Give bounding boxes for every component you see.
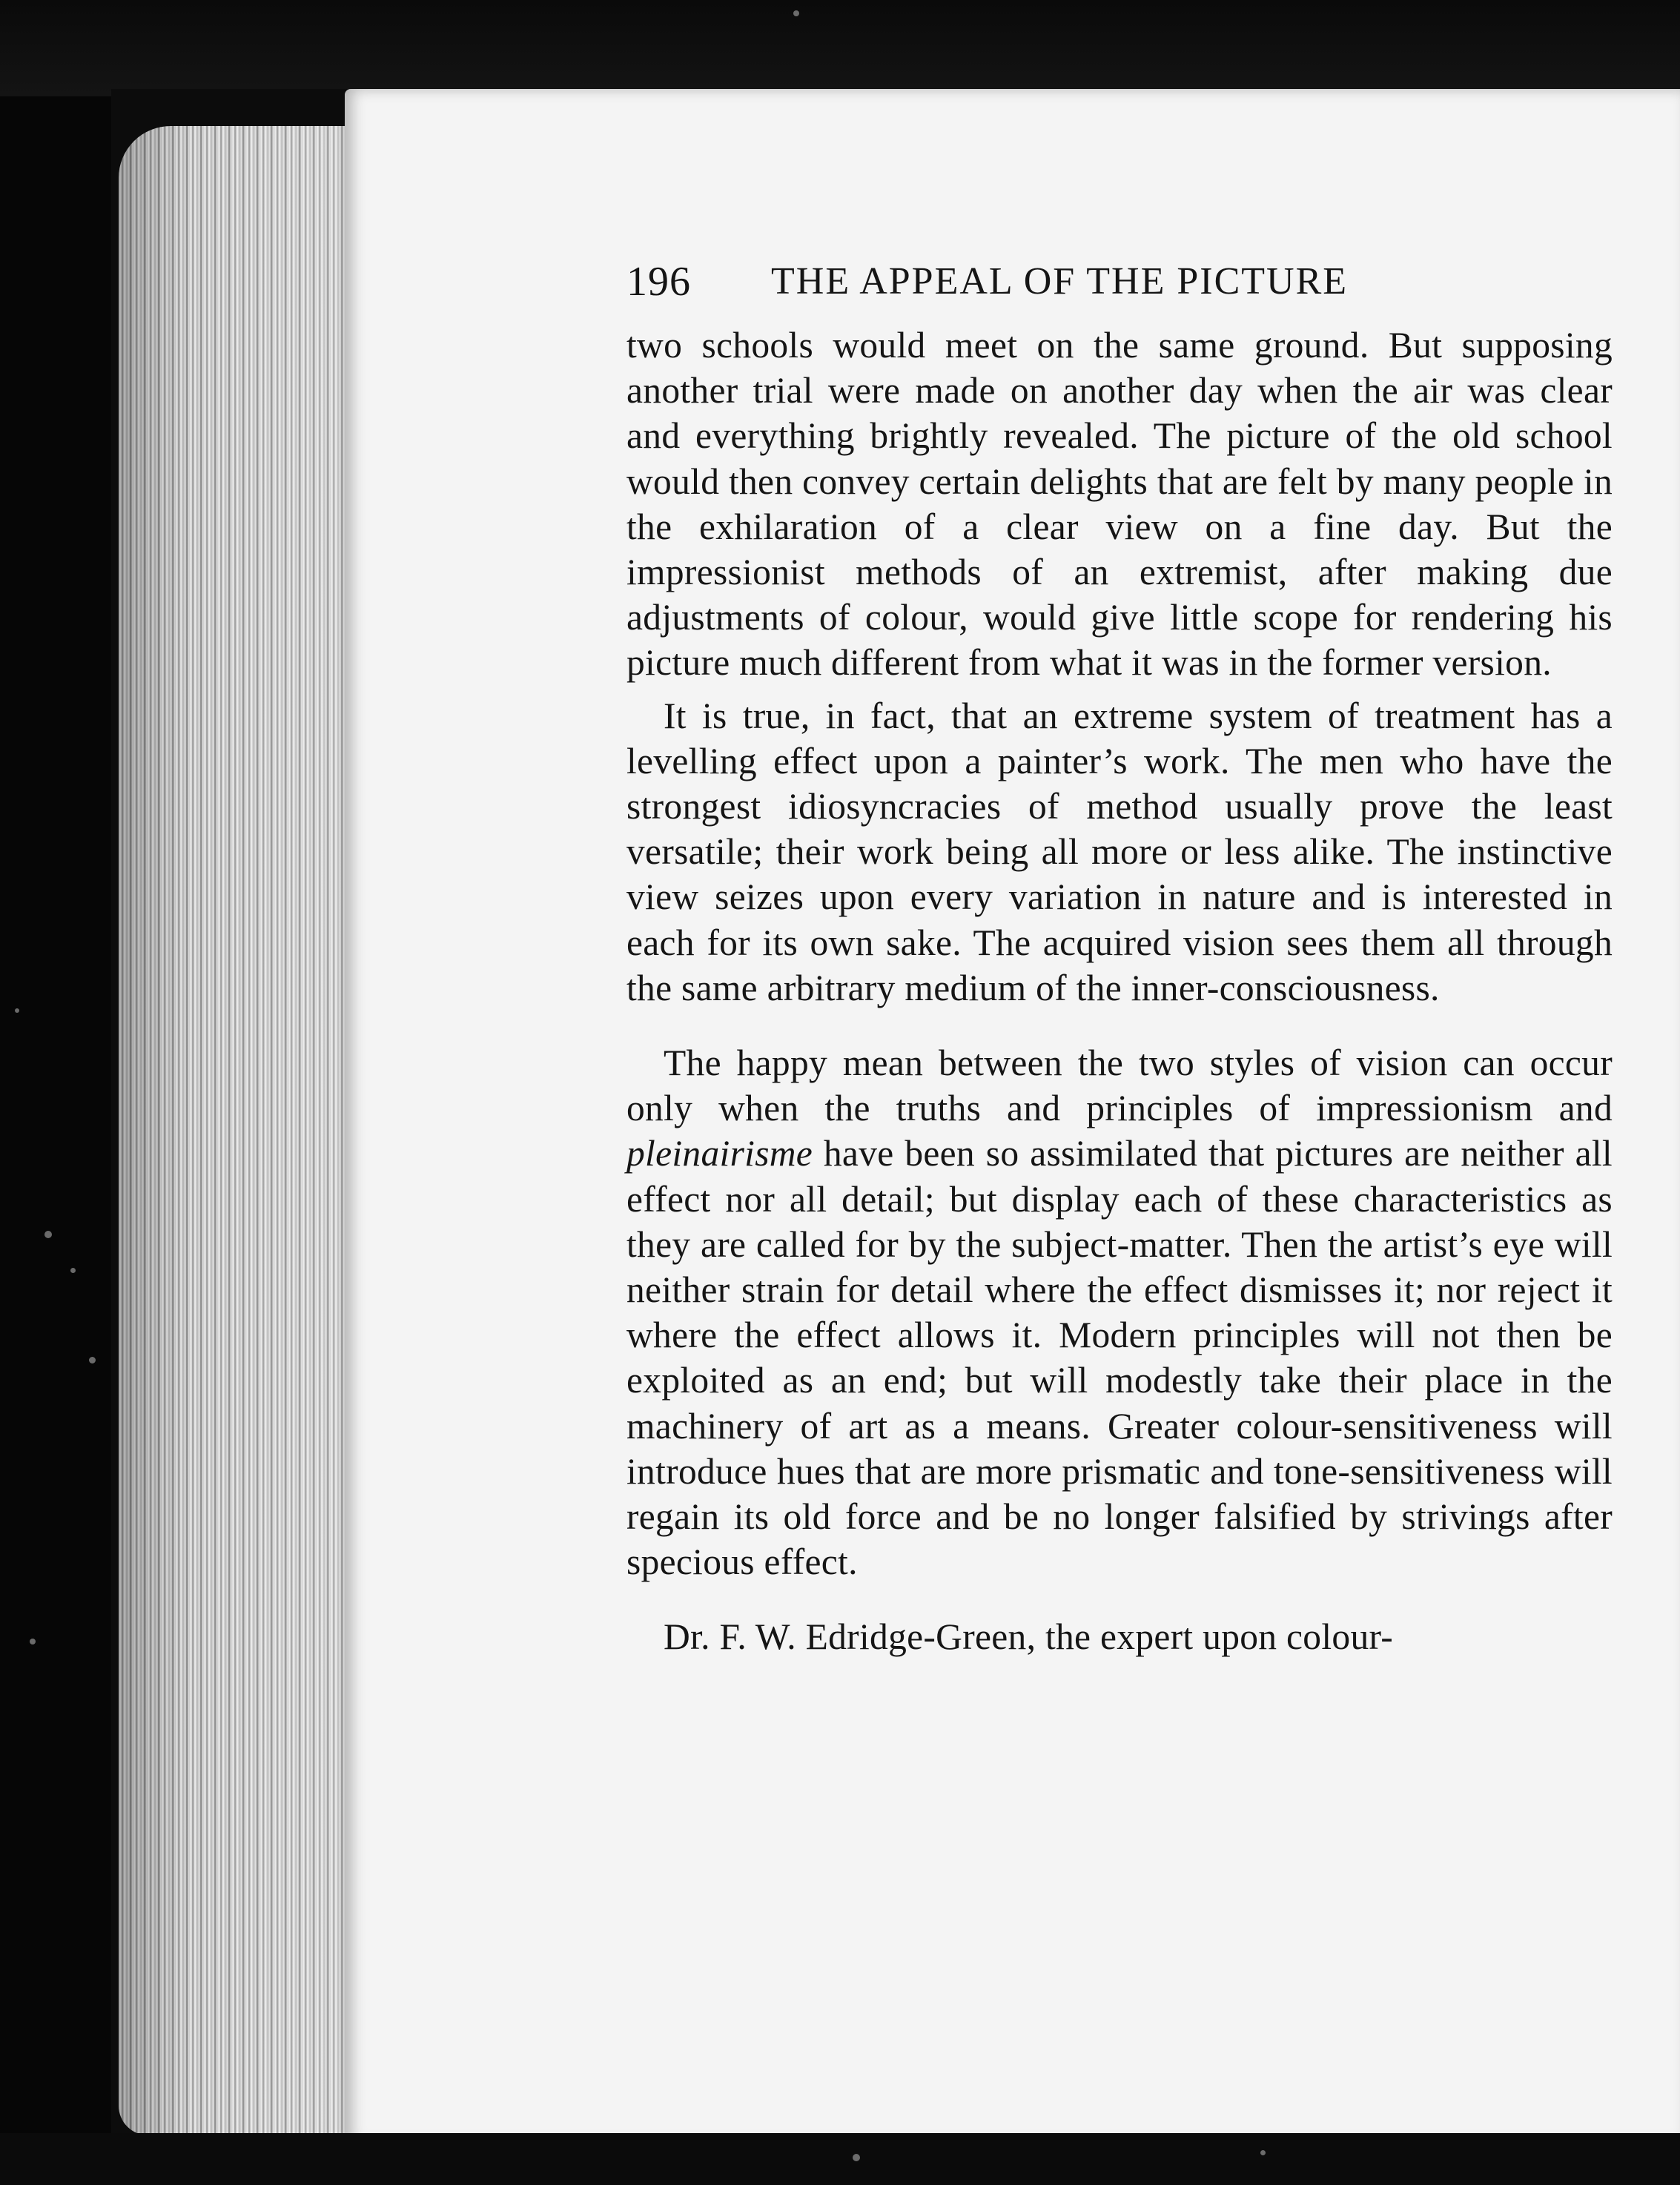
page-content [626,241,1613,1660]
page-edges [119,126,360,2135]
paragraph-3-text-end: have been so assimilated that pictures are neither all effect nor all detail; but display each of these characteristics as they are called for by the subject-matter. Then the artist’s eye will neither strain for detail where the effect dismisses it; nor reject it where the effect allows it. Modern principles will not then be exploited as an end; but will modestly take their place in the machinery of art as a means. Greater colour-sensitiveness will introduce hues that are more prismatic and tone-sensitiveness will regain its old force and be no longer falsified by strivings after specious effect. [626,1133,1613,1583]
paragraph-3-italic-term: pleinairisme [626,1133,813,1174]
running-head [626,241,1613,323]
paragraph-3-text-start: The happy mean between the two styles of vision can occur only when the truths and principles of impressionism and [626,1042,1613,1129]
paragraph-1: two schools would meet on the same ground. But supposing another trial were made on another day when the air was clear and everything brightly revealed. The picture of the old school would then convey certain delights that are felt by many people in the exhilaration of a clear view on a fine day. But the impressionist methods of an extremist, after making due adjustments of colour, would give little scope for rendering his picture much different from what it was in the former version. [626,325,1613,684]
paragraph-3 [626,1040,1613,1584]
paragraph-2: It is true, in fact, that an extreme system of treatment has a levelling effect upon a painter’s work. The men who have the strongest idiosyncracies of method usually prove the least versatile; their work being all more or less alike. The instinctive view seizes upon every variation in nature and is interested in each for its own sake. The acquired vision sees them all through the same arbitrary medium of the inner-consciousness. [626,695,1613,1008]
scan-dust [89,1357,96,1363]
scan-dust [853,2154,860,2161]
scan-dust [30,1639,36,1644]
scan-background-top [0,0,1680,96]
scan-dust [70,1268,76,1273]
page-number: 196 [626,259,691,305]
scan-dust [1260,2150,1266,2155]
running-title: THE APPEAL OF THE PICTURE [771,260,1349,303]
scan-dust [793,10,799,16]
paragraph-4: Dr. F. W. Edridge-Green, the expert upon colour- [664,1616,1394,1658]
book-page [345,89,1680,2143]
scan-background-bottom [0,2133,1680,2185]
body-text [626,323,1613,1660]
scan-dust [15,1008,19,1013]
scan-dust [44,1231,52,1238]
